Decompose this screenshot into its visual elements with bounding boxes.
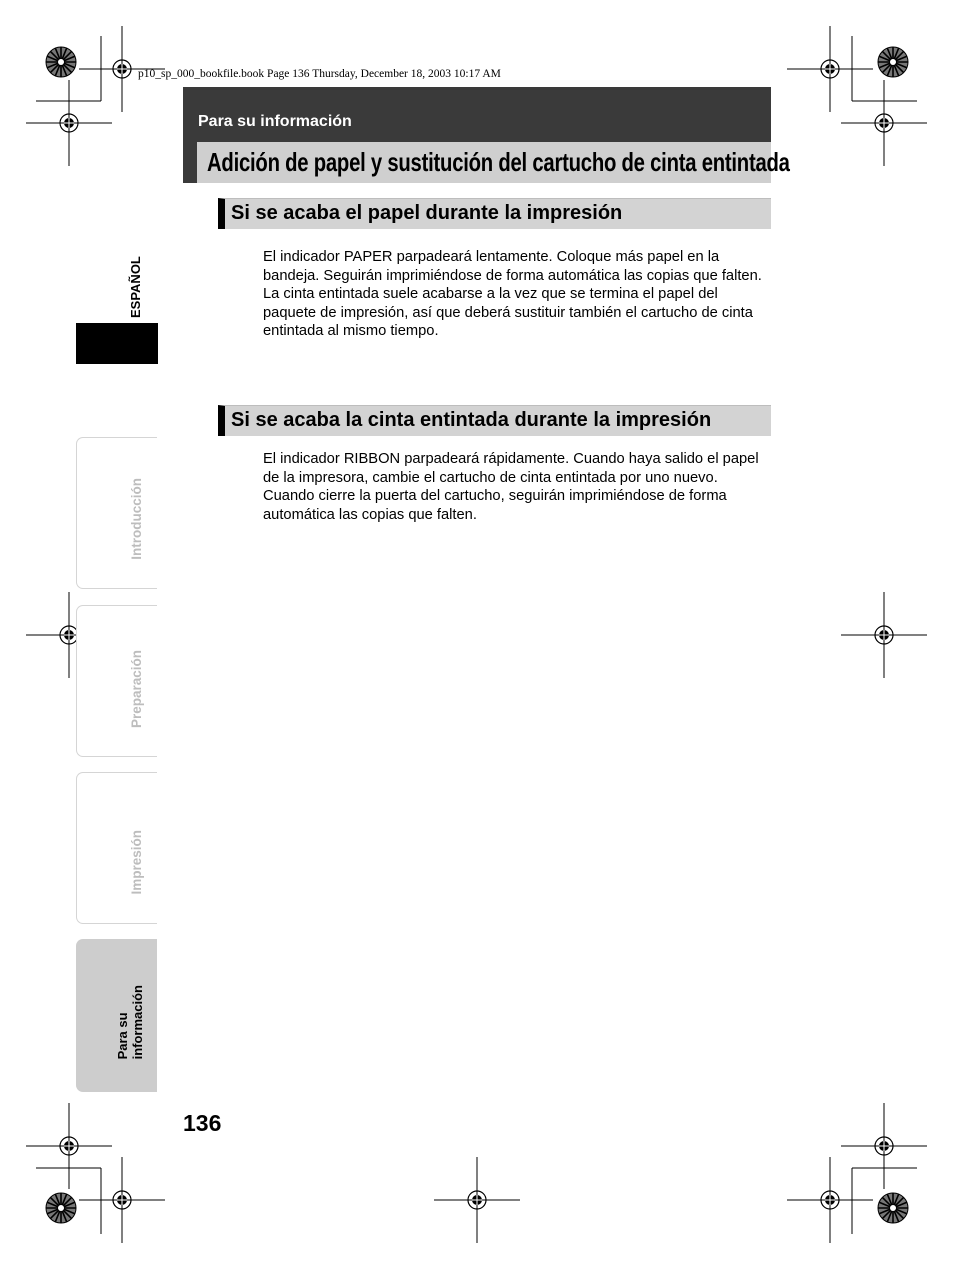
page-title: Adición de papel y sustitución del cartucho de cinta entintada xyxy=(207,147,790,177)
tab-label xyxy=(115,985,145,1059)
tab-label-line2: información xyxy=(130,984,145,1059)
language-tab-label: ESPAÑOL xyxy=(128,256,143,318)
chapter-header-band xyxy=(183,87,790,183)
paragraph: La cinta entintada suele acabarse a la vez que se termina el papel del paquete de impresión, así que deberá sustituir también el cartucho de cinta entintada al mismo tiempo. xyxy=(263,286,753,340)
paragraph: El indicador RIBBON parpadeará rápidamente. Cuando haya salido el papel de la impresora, cambie el cartucho de cinta entintada por uno nuevo. Cuando cierre la puerta del cartucho, seguirán imprimiéndose de forma automática las copias que falten. xyxy=(263,451,759,523)
tab-label: Preparación xyxy=(129,649,144,728)
paragraph: El indicador PAPER parpadeará lentamente. Coloque más papel en la bandeja. Seguirán imprimiéndose de forma automática las copias que falten. xyxy=(263,249,762,284)
section-body-ribbon xyxy=(263,450,769,524)
tab-introduccion[interactable] xyxy=(76,437,157,589)
tab-label: Impresión xyxy=(129,830,144,895)
page-title-box xyxy=(197,142,790,183)
tab-para-su-informacion[interactable] xyxy=(76,939,157,1092)
file-header: p10_sp_000_bookfile.book Page 136 Thursday, December 18, 2003 10:17 AM xyxy=(138,68,501,80)
section-heading-text: Si se acaba la cinta entintada durante la impresión xyxy=(231,409,712,431)
language-tab-marker xyxy=(76,323,158,364)
section-label: Para su información xyxy=(198,113,352,130)
section-heading-ribbon xyxy=(218,405,771,436)
page-number: 136 xyxy=(183,1110,222,1136)
tab-label: Introducción xyxy=(129,478,144,560)
tab-preparacion[interactable] xyxy=(76,605,157,757)
section-heading-paper xyxy=(218,198,771,229)
tab-label-line1: Para su xyxy=(115,1012,130,1059)
section-body-paper xyxy=(263,248,769,341)
tab-impresion[interactable] xyxy=(76,772,157,924)
section-heading-text: Si se acaba el papel durante la impresión xyxy=(231,202,623,224)
